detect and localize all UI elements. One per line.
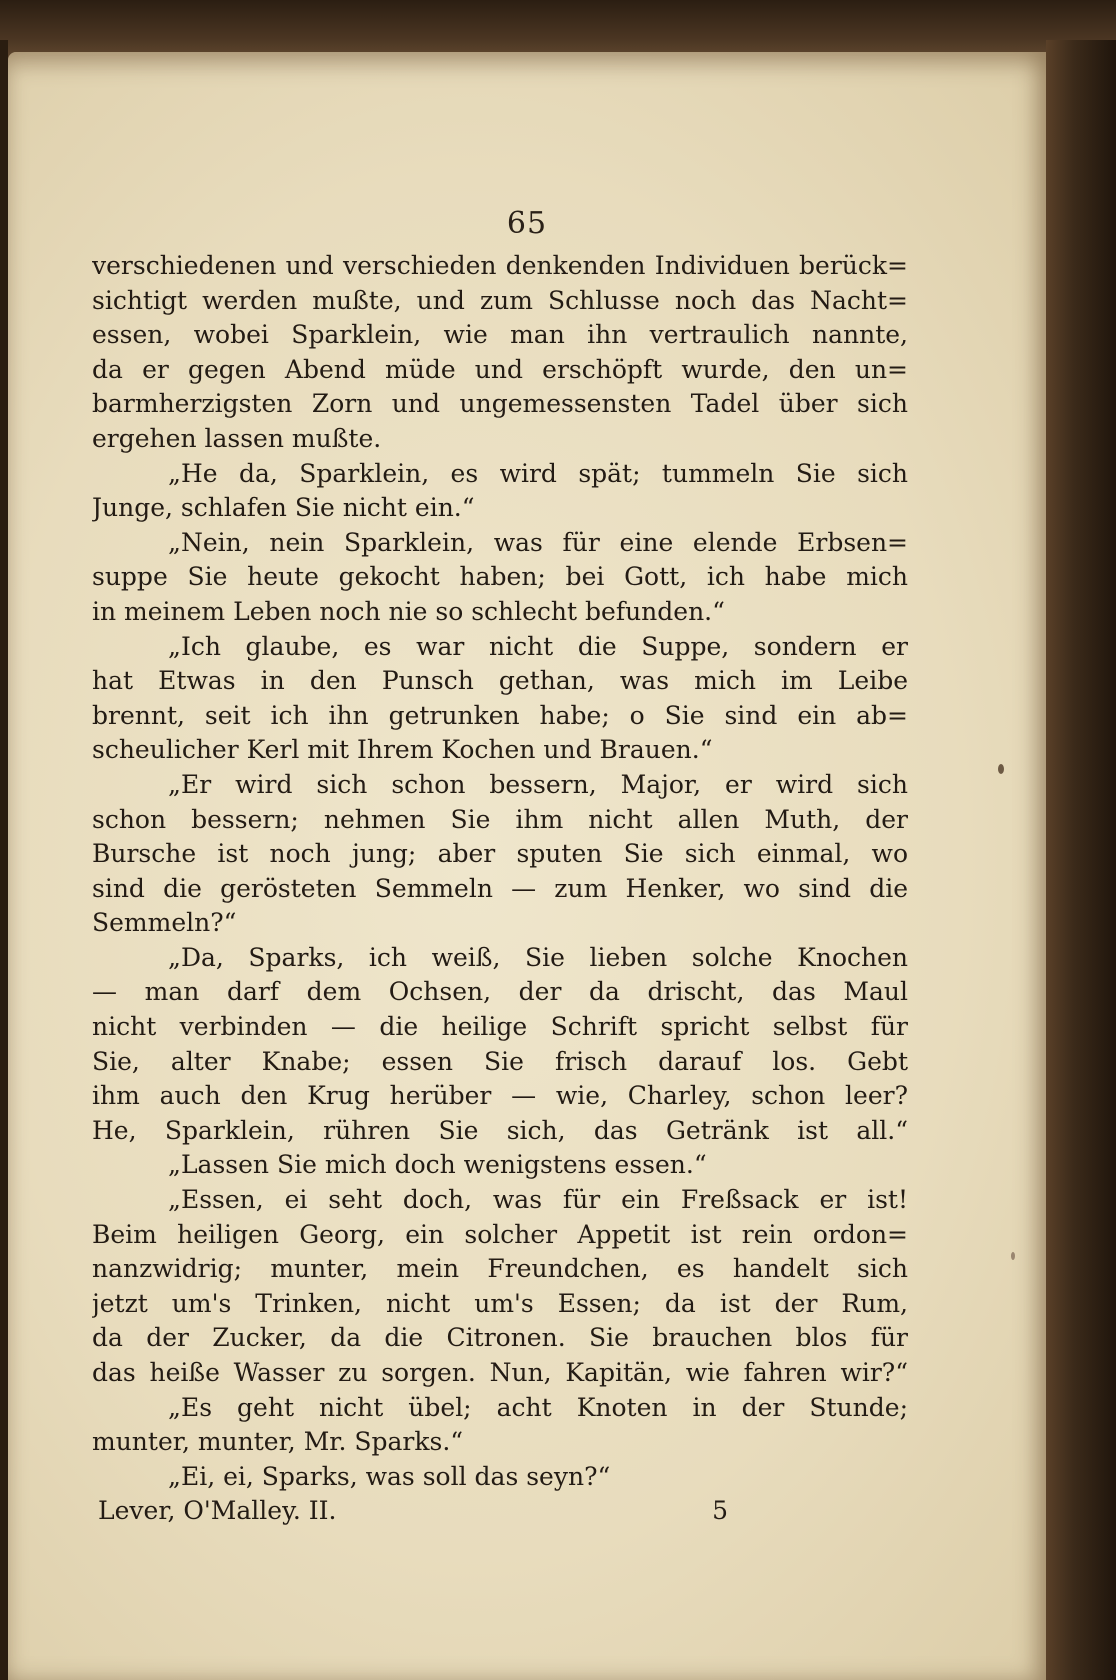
body-text xyxy=(92,249,908,1494)
text-line: jetzt um's Trinken, nicht um's Essen; da ist der Rum, xyxy=(92,1288,908,1318)
text-line: suppe Sie heute gekocht haben; bei Gott, ich habe mich xyxy=(92,562,908,592)
book-page xyxy=(8,52,1046,1680)
text-line: „Essen, ei seht doch, was für ein Freßsack er ist! xyxy=(168,1185,908,1215)
text-line: „Da, Sparks, ich weiß, Sie lieben solche Knochen xyxy=(168,942,908,972)
footer-signature-title: Lever, O'Malley. II. xyxy=(98,1496,337,1525)
text-line: Bursche ist noch jung; aber sputen Sie sich einmal, wo xyxy=(92,839,908,869)
text-line: sind die gerösteten Semmeln — zum Henker, wo sind die xyxy=(92,873,908,903)
text-line: da er gegen Abend müde und erschöpft wurde, den un= xyxy=(92,354,908,384)
text-line: „Nein, nein Sparklein, was für eine elende Erbsen= xyxy=(168,527,908,557)
text-line: brennt, seit ich ihn getrunken habe; o Sie sind ein ab= xyxy=(92,700,908,730)
book-cover-right-edge xyxy=(1046,40,1116,1680)
book-cover-left-edge xyxy=(0,40,8,1680)
text-line: schon bessern; nehmen Sie ihm nicht allen Muth, der xyxy=(92,804,908,834)
text-line: „Lassen Sie mich doch wenigstens essen.“ xyxy=(168,1150,707,1180)
footer-signature-number: 5 xyxy=(712,1496,728,1525)
text-line: nanzwidrig; munter, mein Freundchen, es handelt sich xyxy=(92,1254,908,1284)
text-line: barmherzigsten Zorn und ungemessensten Tadel über sich xyxy=(92,389,908,419)
text-line: Semmeln?“ xyxy=(92,908,237,938)
text-line: in meinem Leben noch nie so schlecht befunden.“ xyxy=(92,596,725,626)
text-line: „He da, Sparklein, es wird spät; tummeln Sie sich xyxy=(168,458,908,488)
text-line: „Es geht nicht übel; acht Knoten in der Stunde; xyxy=(168,1392,908,1422)
text-line: „Er wird sich schon bessern, Major, er wird sich xyxy=(168,769,908,799)
text-line: „Ich glaube, es war nicht die Suppe, sondern er xyxy=(168,631,908,661)
text-line: He, Sparklein, rühren Sie sich, das Getränk ist all.“ xyxy=(92,1115,908,1145)
text-line: nicht verbinden — die heilige Schrift spricht selbst für xyxy=(92,1012,908,1042)
text-line: munter, munter, Mr. Sparks.“ xyxy=(92,1427,464,1457)
text-line: ergehen lassen mußte. xyxy=(92,423,382,453)
text-line: Sie, alter Knabe; essen Sie frisch darauf los. Gebt xyxy=(92,1046,908,1076)
paper-stain xyxy=(998,764,1004,774)
text-line: verschiedenen und verschieden denkenden Individuen berück= xyxy=(92,251,908,280)
text-line: scheulicher Kerl mit Ihrem Kochen und Brauen.“ xyxy=(92,735,713,765)
text-line: da der Zucker, da die Citronen. Sie brauchen blos für xyxy=(92,1323,908,1353)
text-line: ihm auch den Krug herüber — wie, Charley, schon leer? xyxy=(92,1081,908,1111)
text-line: essen, wobei Sparklein, wie man ihn vertraulich nannte, xyxy=(92,320,908,350)
text-line: hat Etwas in den Punsch gethan, was mich im Leibe xyxy=(92,666,908,696)
page-footer xyxy=(98,1496,738,1525)
text-line: Junge, schlafen Sie nicht ein.“ xyxy=(92,493,475,523)
text-line: sichtigt werden mußte, und zum Schlusse noch das Nacht= xyxy=(92,285,908,315)
text-line: „Ei, ei, Sparks, was soll das seyn?“ xyxy=(168,1461,611,1491)
page-number: 65 xyxy=(506,206,548,241)
paper-stain xyxy=(1011,1252,1015,1260)
text-line: — man darf dem Ochsen, der da drischt, das Maul xyxy=(92,977,908,1007)
text-line: das heiße Wasser zu sorgen. Nun, Kapitän, wie fahren wir?“ xyxy=(92,1358,908,1387)
text-line: Beim heiligen Georg, ein solcher Appetit ist rein ordon= xyxy=(92,1219,908,1249)
